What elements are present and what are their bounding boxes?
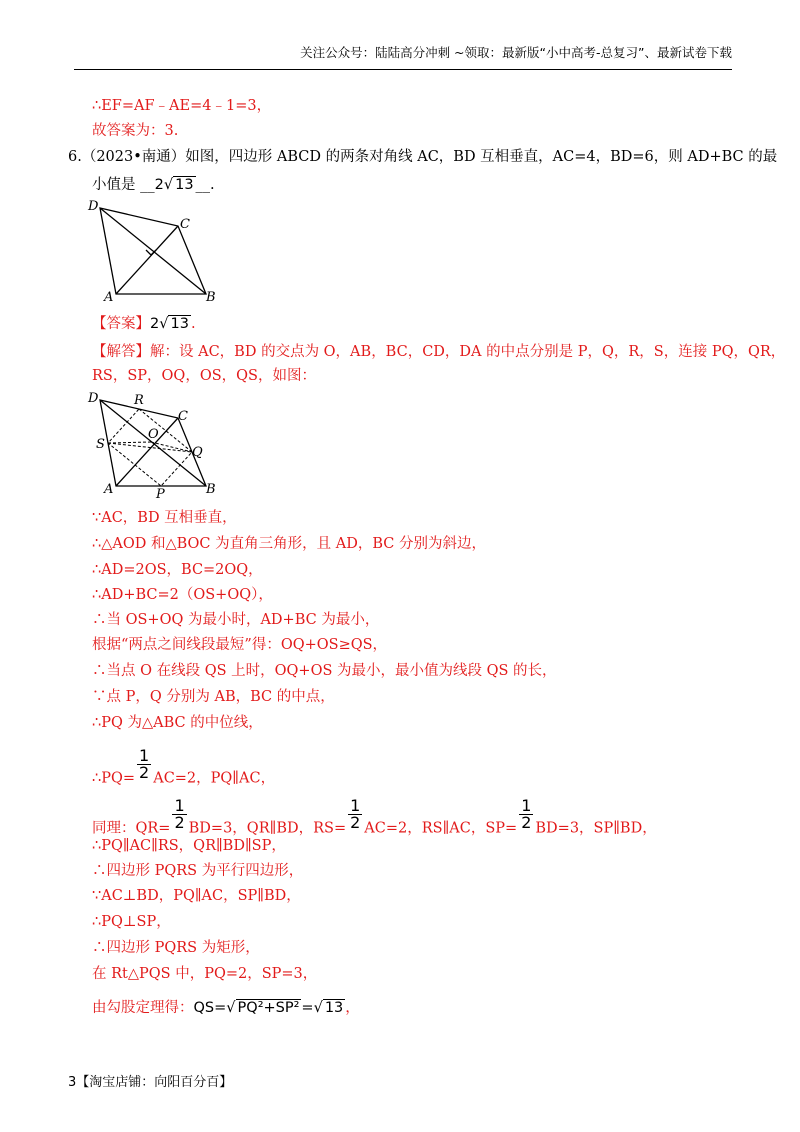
step-18: 由勾股定理得：QS=√ PQ²+SP² =√ 13 ， [92,1000,360,1016]
pythagoras-formula: QS=√ PQ²+SP² =√ 13 [193,1000,344,1016]
label-A2: A [104,482,114,497]
step-15: ∴PQ⊥SP， [92,914,171,930]
solution-line-1: 【解答】解：设 AC，BD 的交点为 O，AB，BC，CD，DA 的中点分别是 P，Q，R，S，连接 PQ，QR， [92,344,786,360]
step-8: ∵点 P，Q 分别为 AB，BC 的中点， [92,689,335,705]
step-1: ∵AC，BD 互相垂直， [92,510,237,526]
fraction-half: $\frac{1}{2}$ [350,796,361,832]
step-3: ∴AD=2OS，BC=2OQ， [92,562,263,578]
question-line-1: 6.（2023•南通）如图，四边形 ABCD 的两条对角线 AC，BD 互相垂直，AC=4，BD=6，则 AD+BC 的最 [68,149,778,165]
label-O: O [148,427,159,442]
question-line-2 [92,175,215,195]
label-B2: B [206,482,216,497]
figure-2-midpoint-rectangle [86,388,226,500]
step-4: ∴AD+BC=2（OS+OQ）， [92,587,273,603]
label-R: R [134,393,144,408]
label-A: A [104,290,114,305]
step-10: ∴PQ= $\frac{1}{2}$ AC=2，PQ∥AC， [92,746,276,787]
step-13: ∴四边形 PQRS 为平行四边形， [92,863,304,879]
prev-line-1: ∴EF=AF﹣AE=4﹣1=3， [92,98,272,114]
label-P: P [156,487,165,500]
label-D: D [88,199,99,214]
question-text: 小值是 __ [92,177,155,193]
step-9: ∴PQ 为△ABC 的中位线， [92,715,263,731]
label-S: S [96,437,105,452]
page-header: 关注公众号：陆陆高分冲刺 ~领取：最新版“小中高考-总复习”、最新试卷下载 [74,43,732,70]
fraction-half: $\frac{1}{2}$ [139,746,150,782]
figure-1-quadrilateral [86,196,226,308]
answer-value: 2√ 13 [150,316,189,332]
answer-line: 【答案】2√ 13 . [92,316,196,332]
step-2: ∴△AOD 和△BOC 为直角三角形，且 AD，BC 分别为斜边， [92,536,486,552]
prev-line-2: 故答案为：3. [92,123,179,139]
step-17: 在 Rt△PQS 中，PQ=2，SP=3， [92,966,318,982]
answer-tag: 【答案】 [92,316,150,332]
question-end: __. [195,177,215,193]
label-B: B [206,290,216,305]
step-11: 同理：QR= $\frac{1}{2}$ BD=3，QR∥BD，RS= $\frac{1}{2}$ AC=2，RS∥AC，SP= $\frac{1}{2}$ BD=3，SP∥BD， [92,796,657,837]
step-6: 根据“两点之间线段最短”得：OQ+OS≥QS， [92,637,388,653]
question-answer: 2√ 13 [154,177,194,193]
label-Q: Q [192,445,203,460]
solution-line-2: RS，SP，OQ，OS，QS，如图： [92,368,316,384]
step-7: ∴当点 O 在线段 QS 上时，OQ+OS 为最小，最小值为线段 QS 的长， [92,663,557,679]
label-D2: D [88,391,99,406]
step-5: ∴当 OS+OQ 为最小时，AD+BC 为最小， [92,612,380,628]
step-16: ∴四边形 PQRS 为矩形， [92,940,260,956]
step-12: ∴PQ∥AC∥RS，QR∥BD∥SP， [92,838,286,854]
step-14: ∵AC⊥BD，PQ∥AC，SP∥BD， [92,888,301,904]
label-C2: C [178,409,188,424]
page-footer: 3【淘宝店铺：向阳百分百】 [68,1075,233,1090]
label-C: C [180,217,190,232]
fraction-half: $\frac{1}{2}$ [521,796,532,832]
fraction-half: $\frac{1}{2}$ [174,796,185,832]
